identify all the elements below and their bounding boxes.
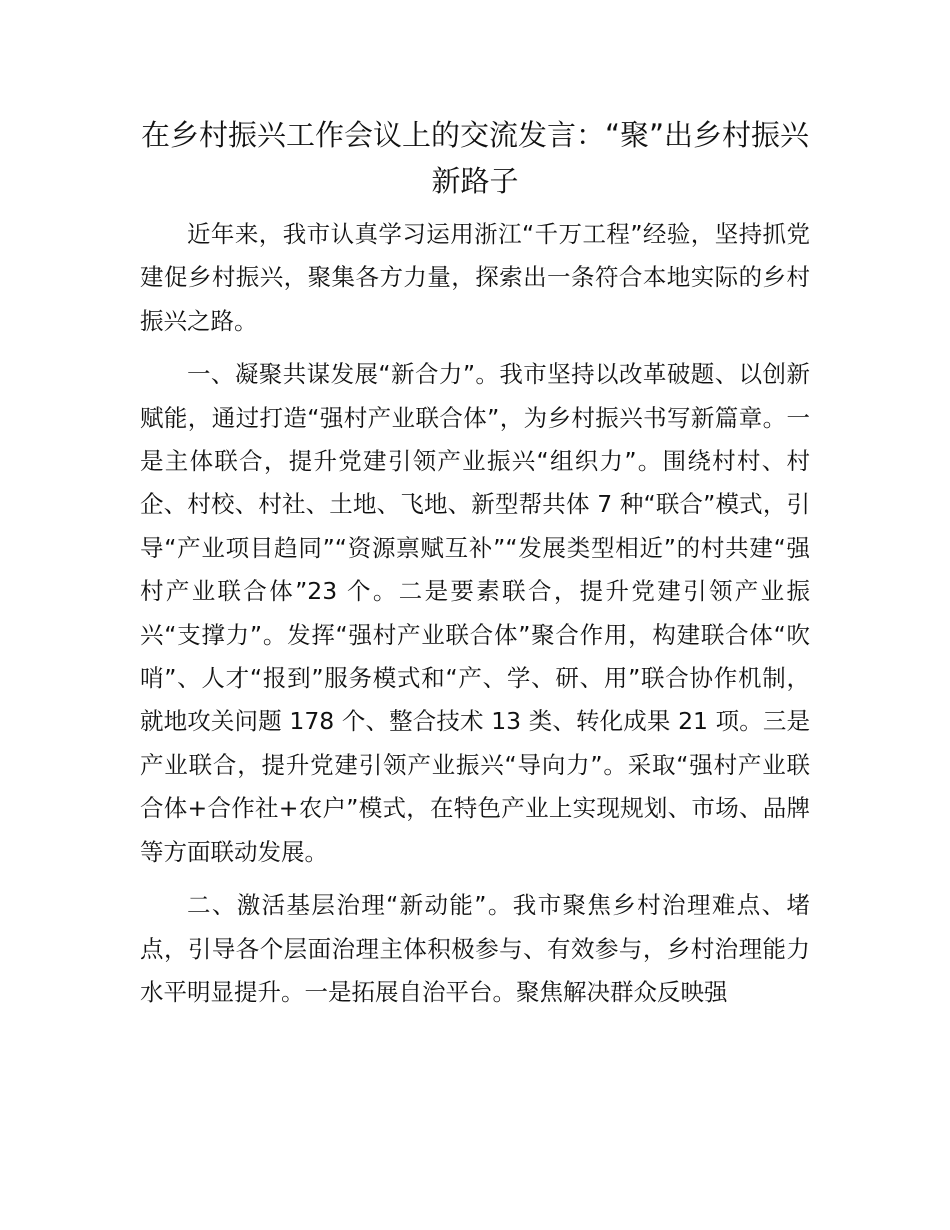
paragraph-section-one: 一、凝聚共谋发展“新合力”。我市坚持以改革破题、以创新赋能，通过打造“强村产业联合体”，为乡村振兴书写新篇章。一是主体联合，提升党建引领产业振兴“组织力”。围绕村村、村企、村校、村社、土地、飞地、新型帮共体 7 种“联合”模式，引导“产业项目趋同”“资源禀赋互补”“发展类型相近”的村共建“强村产业联合体”23 个。二是要素联合，提升党建引领产业振兴“支撑力”。发挥“强村产业联合体”聚合作用，构建联合体“吹哨”、人才“报到”服务模式和“产、学、研、用”联合协作机制，就地攻关问题 178 个、整合技术 13 类、转化成果 21 项。三是产业联合，提升党建引领产业振兴“导向力”。采取“强村产业联合体+合作社+农户”模式，在特色产业上实现规划、市场、品牌等方面联动发展。 (140, 360, 810, 866)
document-title: 在乡村振兴工作会议上的交流发言：“聚”出乡村振兴新路子 (140, 118, 810, 198)
document-body (140, 213, 810, 1024)
paragraph-section-two: 二、激活基层治理“新动能”。我市聚焦乡村治理难点、堵点，引导各个层面治理主体积极参与、有效参与，乡村治理能力水平明显提升。一是拓展自治平台。聚焦解决群众反映强 (140, 891, 810, 1006)
paragraph-intro: 近年来，我市认真学习运用浙江“千万工程”经验，坚持抓党建促乡村振兴，聚集各方力量，探索出一条符合本地实际的乡村振兴之路。 (140, 220, 810, 335)
